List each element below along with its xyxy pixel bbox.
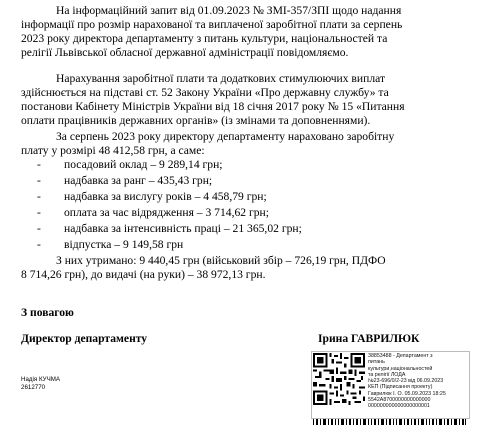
list-item-dash: - <box>37 238 41 251</box>
list-item-dash: - <box>37 222 41 235</box>
executor-phone: 2612770 <box>21 384 46 391</box>
stamp-line: та релігії ЛОДА <box>368 371 406 378</box>
paragraph-2-line-4: оплати працівників державних органів» (із змінами та доповненнями). <box>21 114 371 127</box>
stamp-line: КЕП (Підписання проекту) <box>368 384 433 391</box>
stamp-line: №23-696/0/2-23 від 06.09.2023 <box>368 378 444 385</box>
list-item: надбавка за вислугу років – 4 458,79 грн; <box>64 190 267 203</box>
closing: З повагою <box>21 306 74 319</box>
paragraph-1-line-1: На інформаційний запит від 01.09.2023 № ЗМІ-357/ЗПІ щодо надання <box>56 4 402 17</box>
paragraph-3-line-1: За серпень 2023 року директору департаменту нараховано заробітну <box>56 130 395 143</box>
list-item-dash: - <box>37 158 41 171</box>
barcode-icon <box>311 419 468 425</box>
qr-code-icon <box>313 353 365 405</box>
list-item-dash: - <box>37 206 41 219</box>
stamp-text <box>368 353 446 410</box>
stamp-line: 38853488 - Департамент з <box>368 353 433 359</box>
stamp-line: Гаврилюк І. О. 05.09.2023 18:25 <box>368 390 446 397</box>
list-item: посадовий оклад – 9 289,14 грн; <box>64 158 223 171</box>
paragraph-2-line-2: здійснюється на підставі ст. 52 Закону України «Про державну службу» та <box>21 86 389 99</box>
stamp-line: питань <box>368 359 385 366</box>
paragraph-1-line-2: інформації про розмір нарахованої та виплаченої заробітної плати за серпень <box>21 18 403 31</box>
list-item: відпустка – 9 149,58 грн <box>64 238 184 251</box>
signer-position: Директор департаменту <box>21 332 148 345</box>
paragraph-2-line-3: постанови Кабінету Міністрів України від 18 січня 2017 року № 15 «Питання <box>21 100 405 113</box>
paragraph-3-line-2: плату у розмірі 48 412,58 грн, а саме: <box>21 144 205 157</box>
list-item: оплата за час відрядження – 3 714,62 грн; <box>64 206 269 219</box>
signer-name: Ірина ГАВРИЛЮК <box>318 332 420 345</box>
list-item-dash: - <box>37 190 41 203</box>
paragraph-2-line-1: Нарахування заробітної плати та додаткових стимулюючих виплат <box>56 72 386 85</box>
withheld-line-1: З них утримано: 9 440,45 грн (військовий збір – 726,19 грн, ПДФО <box>56 254 386 267</box>
withheld-line-2: 8 714,26 грн), до видачі (на руки) – 38 972,13 грн. <box>21 268 266 281</box>
list-item-dash: - <box>37 174 41 187</box>
paragraph-1-line-4: релігії Львівської обласної державної адміністрації повідомляємо. <box>21 46 349 59</box>
paragraph-1-line-3: 2023 року директора департаменту з питань культури, національностей та <box>21 32 388 45</box>
executor-name: Надія КУЧМА <box>21 376 60 383</box>
list-item: надбавка за ранг – 435,43 грн; <box>64 174 213 187</box>
stamp-line: культури,національностей <box>368 365 433 372</box>
stamp-line: 000000000000000000001 <box>368 403 430 410</box>
stamp-line: 5542A8700000000000000 <box>368 397 431 404</box>
list-item: надбавка за інтенсивність праці – 21 365,02 грн; <box>64 222 302 235</box>
